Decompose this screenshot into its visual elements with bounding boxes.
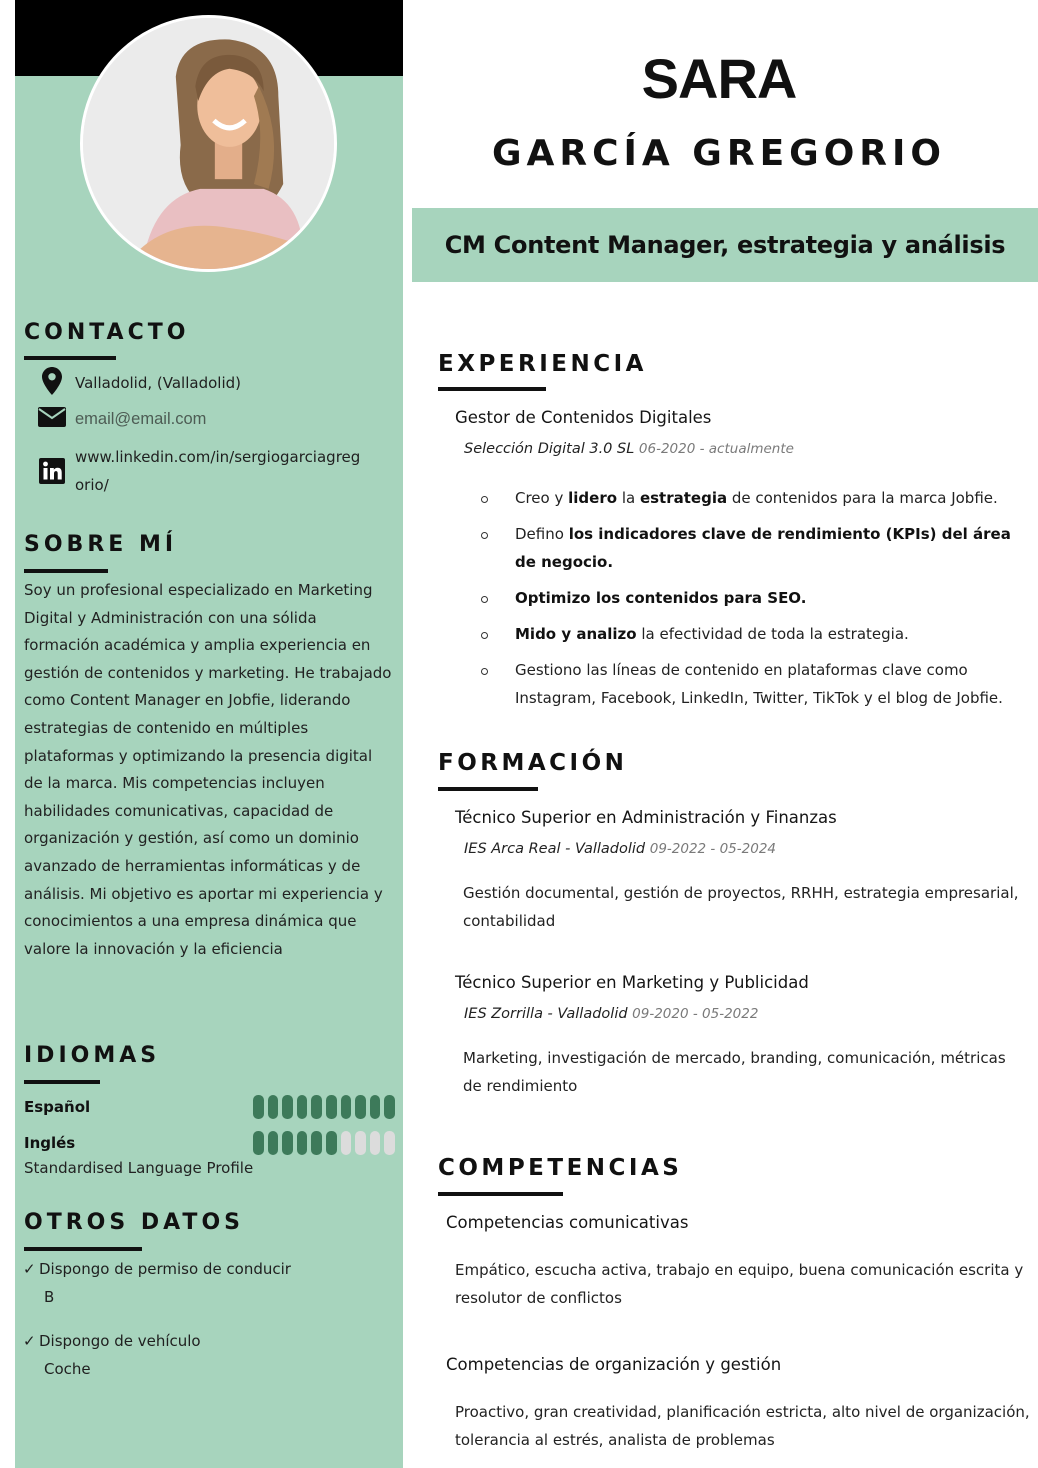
level-bar-filled xyxy=(355,1095,366,1119)
other-item-value: B xyxy=(44,1288,55,1306)
language-name: Inglés xyxy=(24,1134,76,1152)
checkmark-icon: ✓ xyxy=(23,1260,36,1278)
checkmark-icon: ✓ xyxy=(23,1332,36,1350)
skills-heading: COMPETENCIAS xyxy=(438,1155,683,1181)
experience-heading-rule xyxy=(438,387,546,391)
language-row-english xyxy=(24,1131,395,1155)
skill-group-description: Empático, escucha activa, trabajo en equipo, buena comunicación escrita y resolutor de conflictos xyxy=(455,1261,1024,1307)
education-dates: 09-2022 - 05-2024 xyxy=(649,841,777,857)
contact-email[interactable] xyxy=(37,405,206,433)
contact-heading-rule xyxy=(24,356,116,360)
language-row-spanish xyxy=(24,1095,395,1119)
experience-position: Gestor de Contenidos Digitales xyxy=(455,408,712,427)
profile-photo xyxy=(80,15,337,272)
bullet-text: de contenidos para la marca Jobfie. xyxy=(727,489,998,507)
education-school: IES Zorrilla - Valladolid xyxy=(464,1006,628,1022)
level-bar-filled xyxy=(311,1131,322,1155)
level-bar-filled xyxy=(282,1095,293,1119)
level-bar-filled xyxy=(253,1131,264,1155)
education-dates: 09-2020 - 05-2022 xyxy=(632,1006,759,1022)
experience-heading: EXPERIENCIA xyxy=(438,351,647,377)
experience-meta xyxy=(464,441,794,457)
level-bar-filled xyxy=(341,1095,352,1119)
language-name: Español xyxy=(24,1098,91,1116)
job-title: CM Content Manager, estrategia y análisis xyxy=(444,231,1006,259)
envelope-icon xyxy=(37,405,67,429)
education-description: Marketing, investigación de mercado, branding, comunicación, métricas de rendimiento xyxy=(463,1049,1006,1095)
languages-heading: IDIOMAS xyxy=(24,1043,161,1068)
level-bar-empty xyxy=(355,1131,366,1155)
level-bar-empty xyxy=(370,1131,381,1155)
linkedin-link[interactable] xyxy=(75,443,360,499)
last-name: GARCÍA GREGORIO xyxy=(491,133,947,174)
bullet-text: Defino xyxy=(515,525,569,543)
level-bar-filled xyxy=(311,1095,322,1119)
languages-heading-rule xyxy=(24,1080,100,1084)
experience-dates: 06-2020 - actualmente xyxy=(638,441,794,457)
email-link[interactable]: email@email.com xyxy=(75,410,207,428)
contact-heading: CONTACTO xyxy=(24,320,190,345)
contact-location xyxy=(37,369,241,397)
education-school: IES Arca Real - Valladolid xyxy=(464,841,646,857)
about-text: Soy un profesional especializado en Marketing Digital y Administración con una sólida formación académica y amplia experiencia en gestión de contenidos y marketing. He trabajado como Content Manager en Jobfie, liderando estrategias de contenido en múltiples plataformas y optimizando la presencia digital de la marca. Mis competencias incluyen habilidades comunicativas, capacidad de organización y gestión, así como un dominio avanzado de herramientas informáticas y de análisis. Mi objetivo es aportar mi experiencia y conocimientos a una empresa dinámica que valore la innovación y la eficiencia xyxy=(24,581,392,958)
level-bar-filled xyxy=(384,1095,395,1119)
bullet-emphasis: Mido y analizo xyxy=(515,625,637,643)
experience-company: Selección Digital 3.0 SL xyxy=(464,441,635,457)
linkedin-url-line2: orio/ xyxy=(75,476,109,494)
level-bar-filled xyxy=(297,1131,308,1155)
bullet-text: la xyxy=(617,489,640,507)
level-bar-empty xyxy=(341,1131,352,1155)
experience-bullet xyxy=(480,520,1020,576)
bullet-emphasis: Optimizo los contenidos para SEO. xyxy=(515,589,807,607)
about-heading: SOBRE MÍ xyxy=(24,532,178,557)
education-title: Técnico Superior en Administración y Finanzas xyxy=(455,808,837,827)
education-heading-rule xyxy=(438,787,538,791)
education-heading: FORMACIÓN xyxy=(438,750,628,776)
job-title-banner xyxy=(412,208,1038,282)
skill-group-title: Competencias comunicativas xyxy=(446,1213,689,1232)
experience-bullet xyxy=(480,656,1020,712)
level-bar-filled xyxy=(297,1095,308,1119)
level-bar-filled xyxy=(268,1095,279,1119)
experience-bullet xyxy=(480,620,1020,648)
level-bar-filled xyxy=(253,1095,264,1119)
level-bar-filled xyxy=(326,1095,337,1119)
other-item-value: Coche xyxy=(44,1360,91,1378)
linkedin-url-line1: www.linkedin.com/in/sergiogarciagreg xyxy=(75,448,361,466)
location-pin-icon xyxy=(37,369,67,393)
other-item-license xyxy=(23,1255,291,1283)
other-item-vehicle xyxy=(23,1327,201,1355)
linkedin-icon xyxy=(37,443,67,499)
level-bar-filled xyxy=(268,1131,279,1155)
level-bar-filled xyxy=(326,1131,337,1155)
language-level-bars xyxy=(253,1131,395,1155)
education-title: Técnico Superior en Marketing y Publicidad xyxy=(455,973,809,992)
language-note: Standardised Language Profile xyxy=(24,1159,254,1177)
education-meta xyxy=(464,841,776,857)
first-name: SARA xyxy=(641,47,797,110)
education-description: Gestión documental, gestión de proyectos, RRHH, estrategia empresarial, contabilidad xyxy=(463,884,1019,930)
skill-group-title: Competencias de organización y gestión xyxy=(446,1355,782,1374)
experience-bullet xyxy=(480,584,1020,612)
experience-bullet xyxy=(480,484,1020,512)
level-bar-filled xyxy=(370,1095,381,1119)
sidebar xyxy=(15,0,403,1468)
location-text: Valladolid, (Valladolid) xyxy=(75,374,241,392)
level-bar-filled xyxy=(282,1131,293,1155)
bullet-emphasis: estrategia xyxy=(639,489,728,507)
bullet-emphasis: los indicadores clave de rendimiento (KPIs) del área de negocio. xyxy=(515,525,1011,571)
level-bar-empty xyxy=(384,1131,395,1155)
other-item-label: Dispongo de vehículo xyxy=(39,1332,201,1350)
other-heading-rule xyxy=(24,1247,142,1251)
profile-photo-illustration xyxy=(83,18,334,269)
skills-heading-rule xyxy=(438,1192,563,1196)
about-heading-rule xyxy=(24,569,108,573)
other-item-label: Dispongo de permiso de conducir xyxy=(39,1260,291,1278)
bullet-emphasis: lidero xyxy=(568,489,618,507)
bullet-text: Creo y xyxy=(515,489,569,507)
language-level-bars xyxy=(253,1095,395,1119)
bullet-text: Gestiono las líneas de contenido en plataformas clave como Instagram, Facebook, LinkedIn, Twitter, TikTok y el blog de Jobfie. xyxy=(515,661,1003,707)
other-heading: OTROS DATOS xyxy=(24,1210,244,1235)
skill-group-description: Proactivo, gran creatividad, planificación estricta, alto nivel de organización, tolerancia al estrés, analista de problemas xyxy=(455,1403,1030,1449)
bullet-text: la efectividad de toda la estrategia. xyxy=(636,625,909,643)
education-meta xyxy=(464,1006,758,1022)
contact-linkedin[interactable] xyxy=(37,443,360,499)
